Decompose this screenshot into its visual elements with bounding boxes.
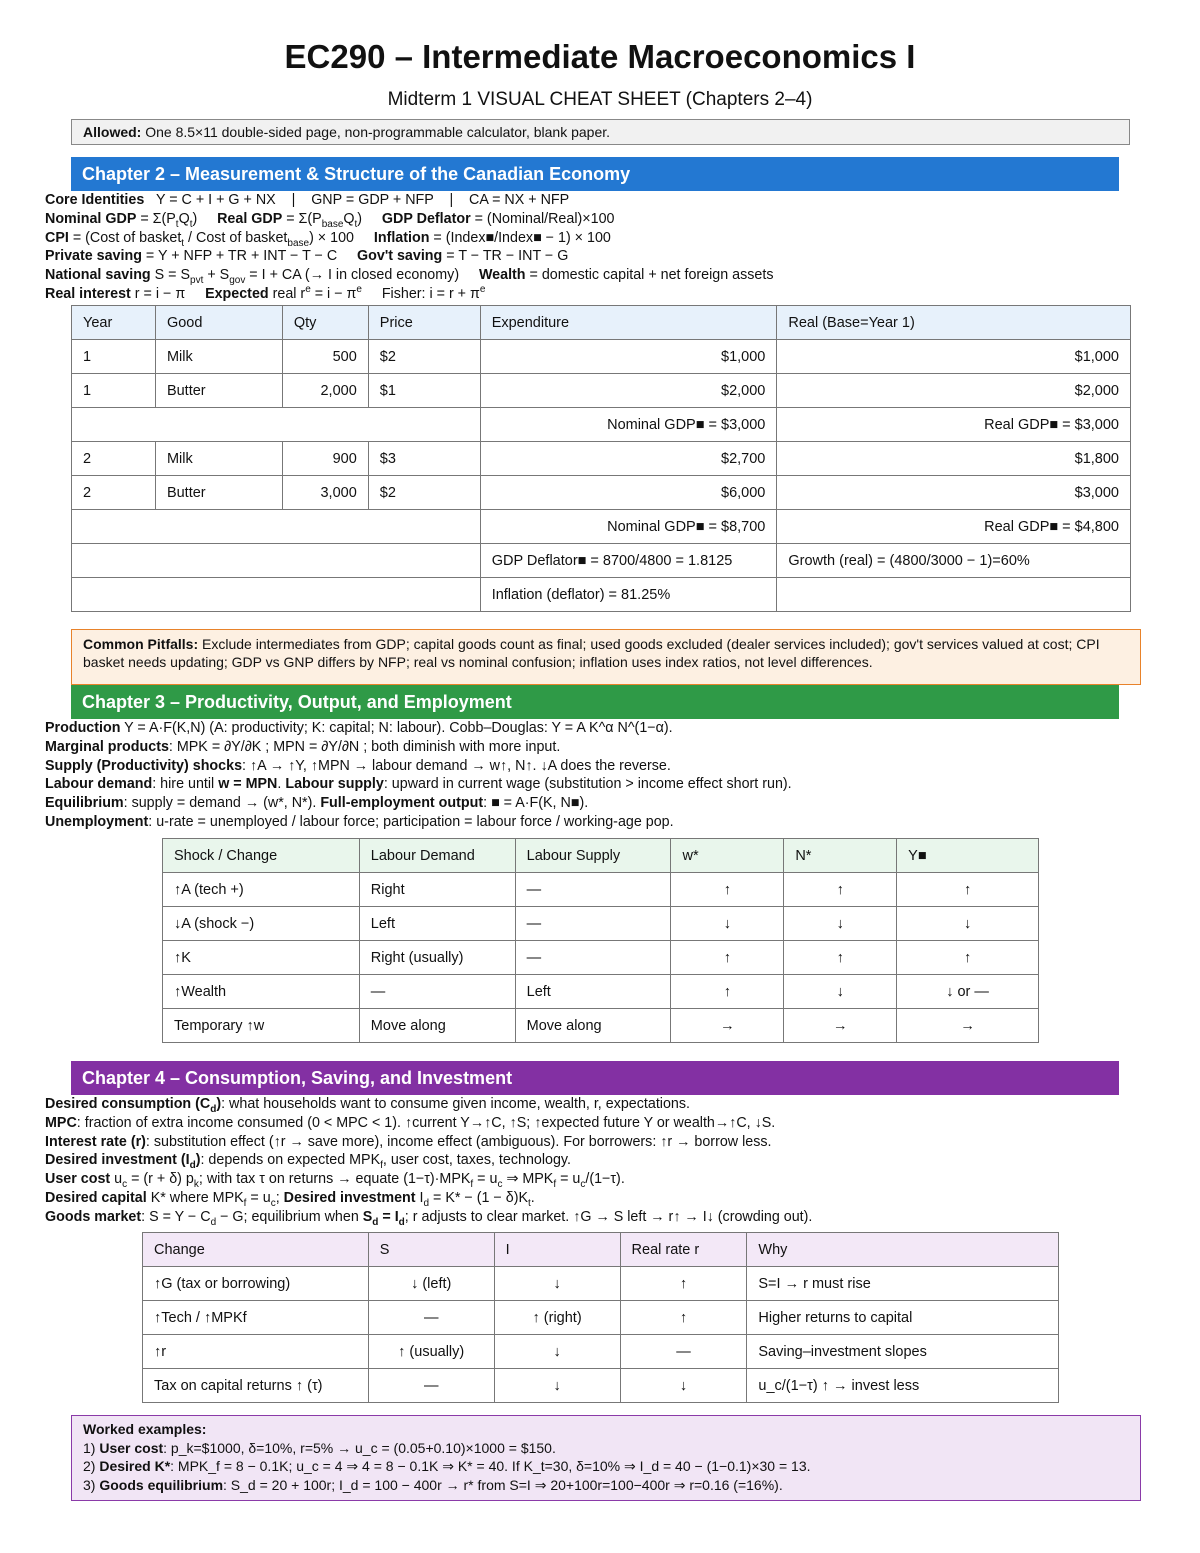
table-cell: ↓ or — [897, 975, 1039, 1009]
gdp-deflator-result: GDP Deflator■ = 8700/4800 = 1.8125 [480, 544, 777, 578]
table-cell: $1 [368, 374, 480, 408]
formula-line: Nominal GDP = $\Sigma(P_tQ_t)$ Real GDP = $\Sigma(P_{base}Q_t)$ GDP Deflator = (Nominal/Real)×100 [45, 210, 615, 230]
table-cell: ↓ [494, 1267, 620, 1301]
note-line: Equilibrium: supply = demand → (w*, N*). Full-employment output: ■ = A·F(K, N■). [45, 795, 589, 812]
table-cell: 2 [72, 442, 156, 476]
gdp-example-table [71, 305, 1131, 612]
table-cell: $6,000 [480, 476, 777, 510]
table-cell: ↑A (tech +) [163, 873, 360, 907]
chapter-2-heading: Chapter 2 – Measurement & Structure of the Canadian Economy [71, 157, 1119, 191]
table-cell: $3 [368, 442, 480, 476]
table-cell: $2,700 [480, 442, 777, 476]
table-cell: $2 [368, 476, 480, 510]
table-cell: ↓ [494, 1369, 620, 1403]
table-cell: ↑ (usually) [368, 1335, 494, 1369]
table-row [72, 340, 1131, 374]
table-cell: 500 [282, 340, 368, 374]
table-cell: Milk [155, 340, 282, 374]
table-cell: $2,000 [480, 374, 777, 408]
table-row [143, 1335, 1059, 1369]
table-cell: 1 [72, 340, 156, 374]
table-cell: 2,000 [282, 374, 368, 408]
table-cell-empty [72, 510, 481, 544]
table-cell: ↑ (right) [494, 1301, 620, 1335]
table-cell: 3,000 [282, 476, 368, 510]
table-cell: ↑ [620, 1301, 747, 1335]
col-header: Good [155, 306, 282, 340]
table-row-summary [72, 544, 1131, 578]
table-header-row [72, 306, 1131, 340]
note-line: Production Y = A·F(K,N) (A: productivity; K: capital; N: labour). Cobb–Douglas: Y = A K^α N^(1−α). [45, 720, 673, 736]
table-row [163, 907, 1039, 941]
note-line: MPC: fraction of extra income consumed (0 < MPC < 1). ↑current Y→↑C, ↑S; ↑expected future Y or wealth→↑C, ↓S. [45, 1114, 776, 1131]
col-header: Labour Supply [515, 839, 671, 873]
worked-examples-title: Worked examples: [83, 1421, 207, 1437]
note-line: Desired consumption $(C_d)$: what households want to consume given income, wealth, r, expectations. [45, 1096, 690, 1115]
table-cell: ↑Tech / ↑MPKf [143, 1301, 369, 1335]
col-header: Year [72, 306, 156, 340]
formula-line: Private saving = Y + NFP + TR + INT − T − C Gov't saving = T − TR − INT − G [45, 248, 569, 265]
table-cell: Left [359, 907, 515, 941]
table-cell: ↓ [620, 1369, 747, 1403]
table-cell: ↑Wealth [163, 975, 360, 1009]
table-row [72, 374, 1131, 408]
formula-line: National saving $S = S_{pvt} + S_{gov} = I$ + CA (→ I in closed economy) Wealth = domestic capital + net foreign assets [45, 267, 774, 287]
table-cell: — [368, 1301, 494, 1335]
table-cell: $3,000 [777, 476, 1131, 510]
worked-example: 3) Goods equilibrium: S_d = 20 + 100r; I_d = 100 − 400r → r* from S=I ⇒ 20+100r=100−400r ⇒ r=0.16 (=16%). [83, 1476, 783, 1493]
chapter-4-heading: Chapter 4 – Consumption, Saving, and Investment [71, 1061, 1119, 1095]
real-growth-result: Growth (real) = (4800/3000 − 1)=60% [777, 544, 1131, 578]
table-cell: Milk [155, 442, 282, 476]
table-cell: — [515, 941, 671, 975]
col-header: Qty [282, 306, 368, 340]
table-cell: Right (usually) [359, 941, 515, 975]
table-cell: Move along [359, 1009, 515, 1043]
page-subtitle: Midterm 1 VISUAL CHEAT SHEET (Chapters 2–4) [387, 89, 813, 110]
table-cell: $1,000 [480, 340, 777, 374]
table-cell: ↑G (tax or borrowing) [143, 1267, 369, 1301]
table-cell: → [897, 1009, 1039, 1043]
table-cell: ↑ [620, 1267, 747, 1301]
table-cell: ↓A (shock −) [163, 907, 360, 941]
table-cell: Move along [515, 1009, 671, 1043]
table-cell-empty [777, 578, 1131, 612]
table-cell: — [620, 1335, 747, 1369]
table-cell: ↑ [671, 873, 784, 907]
table-cell: Butter [155, 476, 282, 510]
table-cell: $2,000 [777, 374, 1131, 408]
worked-examples-box [71, 1415, 1141, 1501]
table-row-summary [72, 408, 1131, 442]
table-row [72, 442, 1131, 476]
table-row [143, 1369, 1059, 1403]
table-cell: 2 [72, 476, 156, 510]
table-cell: ↓ [494, 1335, 620, 1369]
table-cell: Right [359, 873, 515, 907]
table-header-row [163, 839, 1039, 873]
col-header: S [368, 1233, 494, 1267]
worked-example: 1) User cost: p_k=$1000, δ=10%, r=5% → u_c = (0.05+0.10)×1000 = $150. [83, 1439, 556, 1456]
table-cell: ↓ [784, 975, 897, 1009]
table-cell: 1 [72, 374, 156, 408]
table-row [163, 975, 1039, 1009]
nominal-gdp-year2: Nominal GDP■ = $8,700 [480, 510, 777, 544]
table-row-summary [72, 578, 1131, 612]
col-header: I [494, 1233, 620, 1267]
real-gdp-year1: Real GDP■ = $3,000 [777, 408, 1131, 442]
table-row [163, 873, 1039, 907]
col-header: Real (Base=Year 1) [777, 306, 1131, 340]
nominal-gdp-year1: Nominal GDP■ = $3,000 [480, 408, 777, 442]
table-row [143, 1267, 1059, 1301]
table-cell: Left [515, 975, 671, 1009]
note-line: Unemployment: u-rate = unemployed / labour force; participation = labour force / working-age pop. [45, 813, 674, 830]
formula-line: CPI = (Cost of basket$_t$ / Cost of basket$_{base}$) × 100 Inflation = (Index■/Index■ − 1) × 100 [45, 229, 611, 249]
col-header: Shock / Change [163, 839, 360, 873]
col-header: w* [671, 839, 784, 873]
table-cell-empty [72, 544, 481, 578]
note-line: Labour demand: hire until w = MPN. Labour supply: upward in current wage (substitution > income effect short run). [45, 776, 792, 793]
note-line: Supply (Productivity) shocks: ↑A → ↑Y, ↑MPN → labour demand → w↑, N↑. ↓A does the reverse. [45, 757, 671, 774]
labour-shocks-table [162, 838, 1039, 1043]
page-title: EC290 – Intermediate Macroeconomics I [284, 38, 916, 75]
col-header: N* [784, 839, 897, 873]
saving-investment-table [142, 1232, 1059, 1403]
table-cell: $1,000 [777, 340, 1131, 374]
table-row [143, 1301, 1059, 1335]
pitfalls-text: Exclude intermediates from GDP; capital goods count as final; used goods excluded (dealer services included); gov't services valued at cost; CPI basket needs updating; GDP vs GNP differs by NFP; real vs nominal confusion; inflation uses index ratios, not level differences. [83, 636, 1100, 670]
table-cell: $1,800 [777, 442, 1131, 476]
table-cell: — [515, 873, 671, 907]
pitfalls-label: Common Pitfalls: [83, 636, 199, 652]
table-header-row [143, 1233, 1059, 1267]
note-line: Goods market: $S = Y - C_d - G$; equilibrium when $S_d = I_d$; r adjusts to clear market. ↑G → S left → r↑ → I↓ (crowding out). [45, 1208, 813, 1228]
table-cell: ↓ [671, 907, 784, 941]
table-row [163, 941, 1039, 975]
worked-example: 2) Desired K*: MPK_f = 8 − 0.1K; u_c = 4 ⇒ 4 = 8 − 0.1K ⇒ K* = 40. If K_t=30, δ=10% ⇒ I_d = 40 − (1−0.1)×30 = 13. [83, 1458, 811, 1474]
table-row [163, 1009, 1039, 1043]
col-header: Labour Demand [359, 839, 515, 873]
col-header: Change [143, 1233, 369, 1267]
table-cell: ↑ [897, 941, 1039, 975]
table-cell: Higher returns to capital [747, 1301, 1059, 1335]
table-row-summary [72, 510, 1131, 544]
formula-line: Core Identities Y = C + I + G + NX | GNP = GDP + NFP | CA = NX + NFP [45, 192, 570, 208]
allowed-label: Allowed: [83, 124, 142, 140]
table-cell: ↑ [784, 941, 897, 975]
table-cell: Temporary ↑w [163, 1009, 360, 1043]
real-gdp-year2: Real GDP■ = $4,800 [777, 510, 1131, 544]
chapter-3-notes [45, 719, 792, 832]
table-cell: → [784, 1009, 897, 1043]
table-cell: ↑ [784, 873, 897, 907]
inflation-result: Inflation (deflator) = 81.25% [480, 578, 777, 612]
note-line: Interest rate (r): substitution effect (↑r → save more), income effect (ambiguous). For borrowers: ↑r → borrow less. [45, 1133, 772, 1150]
col-header: Real rate r [620, 1233, 747, 1267]
table-cell: 900 [282, 442, 368, 476]
table-cell: ↑ [671, 941, 784, 975]
table-cell: S=I → r must rise [747, 1267, 1059, 1301]
table-cell: ↑ [671, 975, 784, 1009]
table-cell: ↓ [897, 907, 1039, 941]
formula-line: Real interest r = i − π Expected real $r^e = i - \pi^e$ Fisher: $i = r + \pi^e$ [45, 284, 486, 302]
table-cell-empty [72, 578, 481, 612]
table-cell: Tax on capital returns ↑ (τ) [143, 1369, 369, 1403]
note-line: User cost $u_c = (r + \delta)$ $p_k$; with tax τ on returns → equate $(1-\tau)\cdot MPK_f = u_c$ ⇒ $MPK_f = u_c/(1-\tau)$. [45, 1171, 625, 1191]
table-cell: $2 [368, 340, 480, 374]
table-cell: ↑K [163, 941, 360, 975]
col-header: Expenditure [480, 306, 777, 340]
chapter-3-heading: Chapter 3 – Productivity, Output, and Employment [71, 685, 1119, 719]
note-line: Desired investment $(I_d)$: depends on expected $MPK_f$, user cost, taxes, technology. [45, 1152, 571, 1172]
table-cell: ↓ [784, 907, 897, 941]
col-header: Why [747, 1233, 1059, 1267]
table-cell-empty [72, 408, 481, 442]
table-cell: Butter [155, 374, 282, 408]
table-cell: ↓ (left) [368, 1267, 494, 1301]
note-line: Desired capital K* where $MPK_f = u_c$; Desired investment $I_d = K* - (1 - \delta)K_t$. [45, 1189, 535, 1209]
table-cell: — [515, 907, 671, 941]
table-cell: ↑ [897, 873, 1039, 907]
table-cell: — [368, 1369, 494, 1403]
allowed-box [71, 119, 1130, 145]
table-cell: — [359, 975, 515, 1009]
note-line: Marginal products: MPK = ∂Y/∂K ; MPN = ∂Y/∂N ; both diminish with more input. [45, 738, 561, 755]
table-cell: ↑r [143, 1335, 369, 1369]
table-cell: u_c/(1−τ) ↑ → invest less [747, 1369, 1059, 1403]
table-row [72, 476, 1131, 510]
col-header: Price [368, 306, 480, 340]
allowed-text: One 8.5×11 double-sided page, non-programmable calculator, blank paper. [141, 124, 611, 140]
table-cell: Saving–investment slopes [747, 1335, 1059, 1369]
chapter-4-notes [45, 1095, 812, 1227]
chapter-2-formulas [45, 191, 774, 304]
common-pitfalls-box [71, 629, 1141, 685]
col-header: Y■ [897, 839, 1039, 873]
table-cell: → [671, 1009, 784, 1043]
